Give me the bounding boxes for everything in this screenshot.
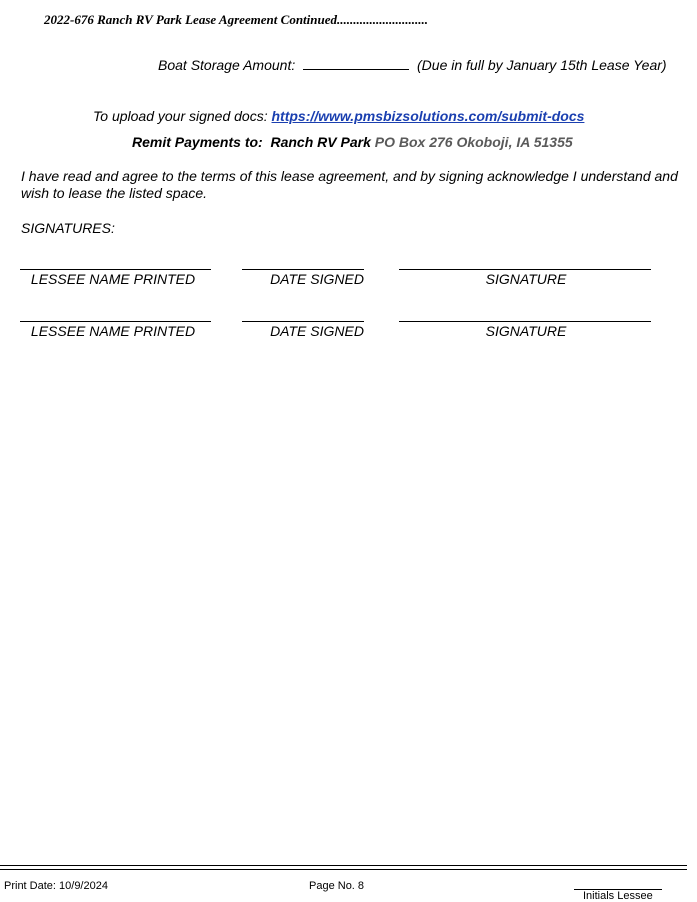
footer-divider-top [0, 865, 687, 866]
footer-initials-label: Initials Lessee [583, 890, 653, 902]
boat-storage-amount-blank [303, 57, 409, 70]
remit-line [132, 134, 573, 150]
signatures-heading: SIGNATURES: [21, 220, 115, 236]
lessee-name-label-1: LESSEE NAME PRINTED [30, 271, 196, 287]
signature-label-1: SIGNATURE [485, 271, 567, 287]
boat-storage-note: (Due in full by January 15th Lease Year) [417, 57, 667, 73]
signature-line-2[interactable] [399, 321, 651, 322]
upload-link[interactable]: https://www.pmsbizsolutions.com/submit-docs [271, 108, 585, 124]
upload-label: To upload your signed docs: [93, 108, 268, 124]
page-header-title: 2022-676 Ranch RV Park Lease Agreement Continued............................ [44, 12, 429, 27]
boat-storage-label: Boat Storage Amount: [158, 57, 296, 73]
lessee-name-line-2[interactable] [20, 321, 211, 322]
remit-name: Ranch RV Park [270, 134, 371, 150]
date-signed-label-1: DATE SIGNED [270, 271, 364, 287]
remit-label: Remit Payments to: [132, 134, 263, 150]
remit-address: PO Box 276 Okoboji, IA 51355 [374, 134, 573, 150]
upload-line [93, 108, 584, 124]
signature-line-1[interactable] [399, 269, 651, 270]
boat-storage-line [158, 57, 667, 73]
agreement-statement: I have read and agree to the terms of this lease agreement, and by signing acknowledge I understand and wish to lease the listed space. [21, 168, 678, 201]
footer-divider-bottom [0, 869, 687, 870]
lessee-name-label-2: LESSEE NAME PRINTED [30, 323, 196, 339]
lessee-name-line-1[interactable] [20, 269, 211, 270]
date-signed-line-1[interactable] [242, 269, 364, 270]
date-signed-line-2[interactable] [242, 321, 364, 322]
footer-page-number: Page No. 8 [309, 880, 365, 892]
footer-print-date: Print Date: 10/9/2024 [4, 880, 108, 892]
date-signed-label-2: DATE SIGNED [270, 323, 364, 339]
signature-label-2: SIGNATURE [485, 323, 567, 339]
